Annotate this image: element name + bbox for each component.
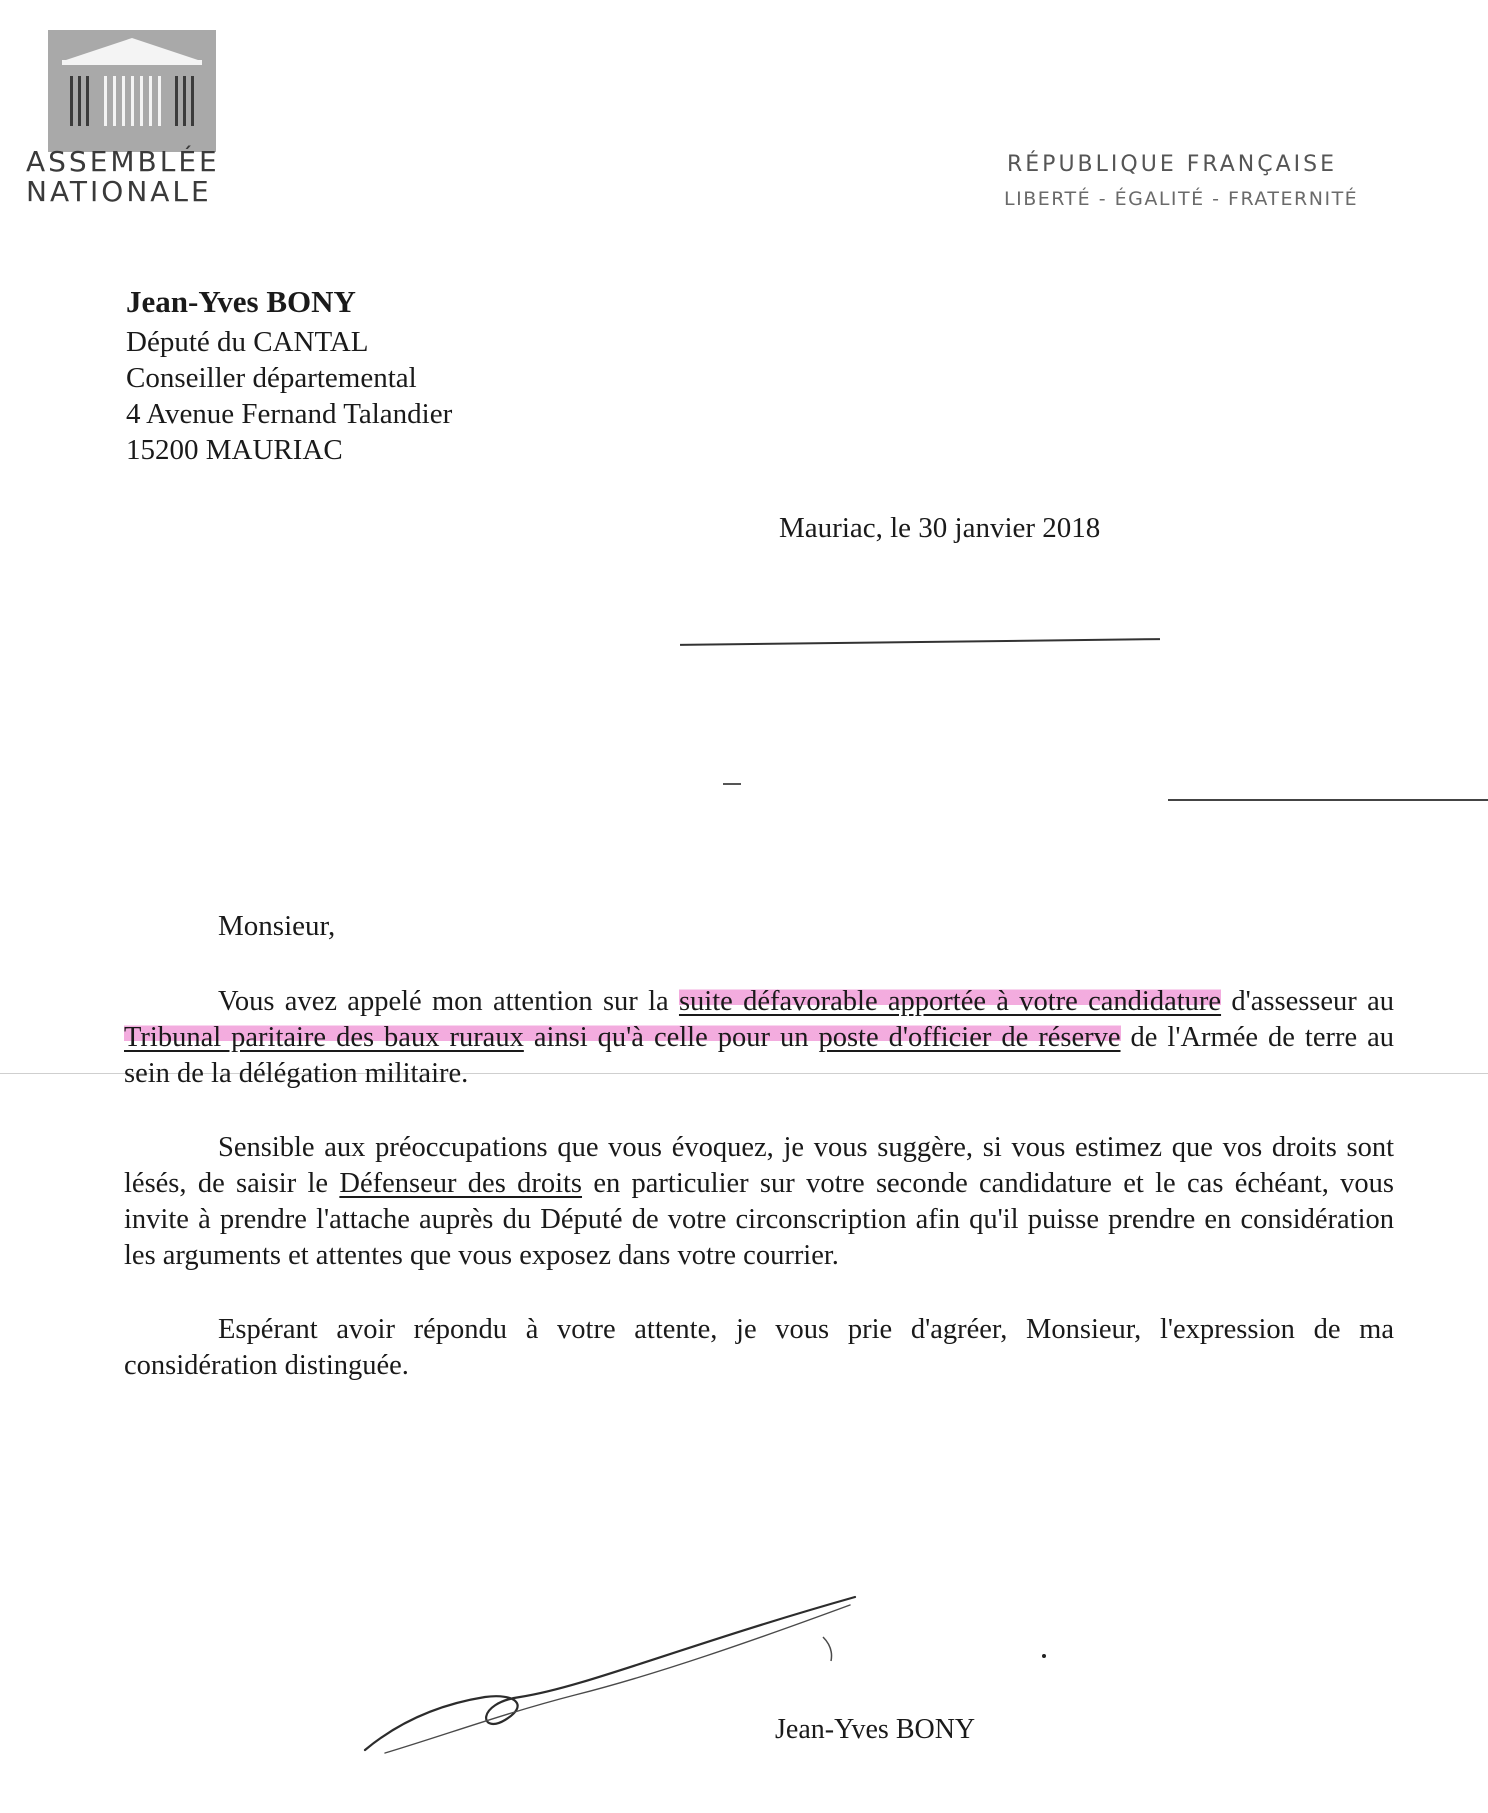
salutation: Monsieur, xyxy=(218,910,336,942)
republic-motto: LIBERTÉ - ÉGALITÉ - FRATERNITÉ xyxy=(1004,188,1359,210)
highlighted-phrase: suite défavorable apportée à votre candidature xyxy=(678,986,1222,1017)
paragraph-2 xyxy=(124,1130,1394,1274)
sender-role: Conseiller départemental xyxy=(126,362,417,394)
fold-mark xyxy=(723,783,741,785)
highlighted-phrase: poste d'officier de réserve xyxy=(818,1022,1121,1053)
sender-street: 4 Avenue Fernand Talandier xyxy=(126,398,453,430)
highlighted-phrase: Tribunal paritaire des baux ruraux xyxy=(124,1022,524,1053)
logo-line-nationale: NATIONALE xyxy=(26,175,212,208)
paragraph-3-text: Espérant avoir répondu à votre attente, je vous prie d'agréer, Monsieur, l'expression de ma considération distinguée. xyxy=(124,1314,1394,1381)
ink-dot xyxy=(1042,1654,1046,1658)
logo-line-assemblee: ASSEMBLÉE xyxy=(26,145,220,178)
paragraph-1-text: de l'Armée de terre au sein de la délégation militaire. xyxy=(124,1022,1395,1089)
underlined-phrase: Défenseur des droits xyxy=(339,1168,583,1199)
paragraph-2-text: Sensible aux préoccupations que vous évoquez, je vous suggère, si vous estimez que vos droits sont lésés, de saisir le xyxy=(124,1132,1394,1199)
paragraph-1-text: ainsi qu'à celle pour un xyxy=(523,1022,819,1053)
paragraph-2-text: en particulier sur votre seconde candidature et le cas échéant, vous invite à prendre l'attache auprès du Député de votre circonscription afin qu'il puisse prendre en considération les arguments et attentes que vous exposez dans votre courrier. xyxy=(124,1168,1395,1271)
paragraph-1-text: d'assesseur au xyxy=(1221,986,1394,1017)
fold-mark xyxy=(680,638,1160,646)
closing-signatory-name: Jean-Yves BONY xyxy=(775,1714,976,1745)
sender-name: Jean-Yves BONY xyxy=(126,284,356,319)
paragraph-1-text: Vous avez appelé mon attention sur la xyxy=(218,986,679,1017)
fold-mark xyxy=(1168,799,1488,801)
paragraph-3 xyxy=(124,1312,1394,1384)
republic-heading: RÉPUBLIQUE FRANÇAISE xyxy=(1007,152,1338,177)
sender-city: 15200 MAURIAC xyxy=(126,434,343,466)
letter-date: Mauriac, le 30 janvier 2018 xyxy=(779,512,1101,544)
paragraph-1 xyxy=(124,984,1394,1092)
assemblee-nationale-logo xyxy=(48,30,216,152)
sender-title: Député du CANTAL xyxy=(126,326,369,358)
